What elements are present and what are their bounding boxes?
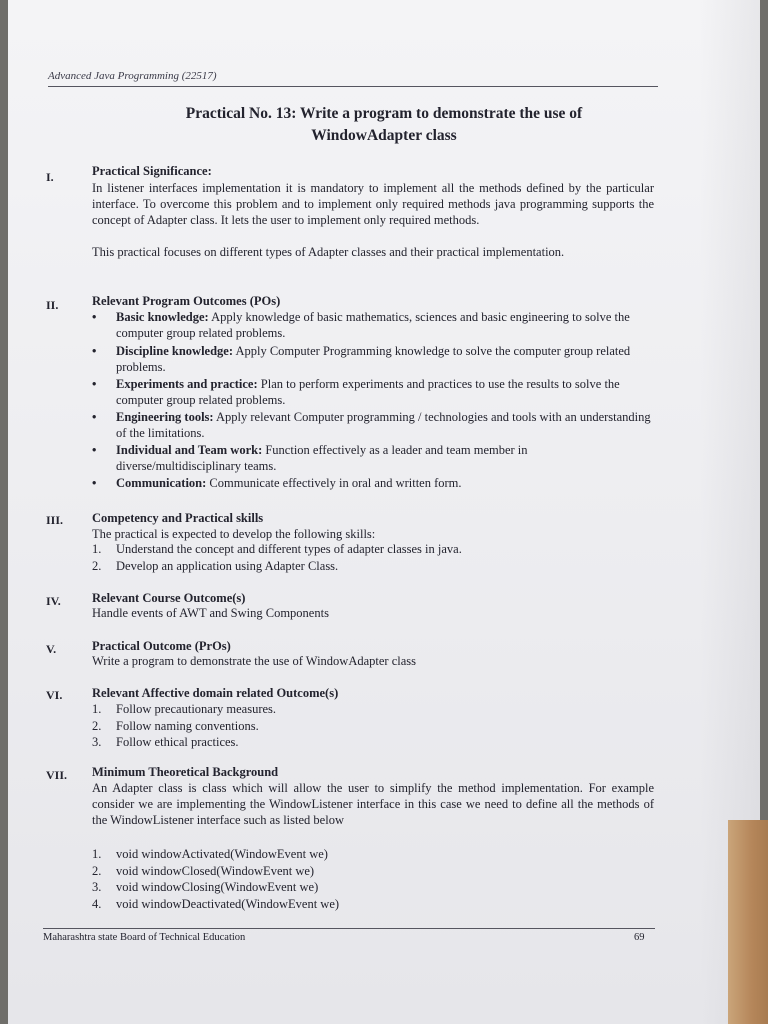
bullet-text: Plan to perform experiments and practices to use the results to solve the computer group related problems.: [116, 377, 620, 407]
section-heading: Relevant Program Outcomes (POs): [92, 294, 281, 308]
outcome-bullet: [92, 310, 652, 341]
bullet-label: Experiments and practice:: [116, 377, 258, 391]
header-rule: [48, 86, 658, 87]
list-item: 2. void windowClosed(WindowEvent we): [92, 863, 315, 878]
list-item: 2. Follow naming conventions.: [92, 718, 259, 733]
outcome-bullet: [92, 410, 652, 441]
section-numeral: VII.: [46, 768, 68, 782]
section-heading: Minimum Theoretical Background: [92, 765, 279, 779]
bullet-dot: •: [92, 377, 97, 391]
section-intro: The practical is expected to develop the following skills:: [92, 527, 376, 541]
practical-title-line1: Practical No. 13: Write a program to demonstrate the use of: [185, 105, 583, 122]
section-heading: Practical Significance:: [92, 164, 212, 178]
footer-rule: [43, 928, 655, 929]
bullet-dot: •: [92, 344, 97, 358]
bullet-label: Discipline knowledge:: [116, 344, 234, 358]
list-item: 3. void windowClosing(WindowEvent we): [92, 880, 319, 894]
section-heading: Relevant Course Outcome(s): [92, 591, 246, 605]
bullet-dot: •: [92, 310, 97, 324]
bullet-label: Basic knowledge:: [116, 310, 209, 324]
list-item: 1. void windowActivated(WindowEvent we): [92, 847, 328, 861]
section-heading: Competency and Practical skills: [92, 511, 264, 525]
bullet-text: Apply relevant Computer programming / technologies and tools with an understanding of the limitations.: [116, 410, 651, 440]
section-heading: Practical Outcome (PrOs): [92, 639, 231, 653]
outcome-bullet: [92, 377, 652, 408]
section-heading: Relevant Affective domain related Outcome(s): [92, 686, 339, 700]
section-paragraph: An Adapter class is class which will allow the user to simplify the method implementation. For example consider we are implementing the WindowListener interface in this case we need to define all the methods of the WindowListener interface such as listed below: [92, 781, 654, 827]
numbered-list: [92, 541, 652, 574]
section-numeral: IV.: [46, 594, 61, 608]
section-numeral: VI.: [46, 688, 63, 702]
section-numeral: III.: [46, 513, 64, 527]
list-item: 1. Understand the concept and different types of adapter classes in java.: [92, 542, 462, 556]
outcome-bullet: [92, 344, 652, 375]
page-number: 69: [634, 932, 645, 943]
bullet-label: Individual and Team work:: [116, 443, 263, 457]
bullet-dot: •: [92, 476, 97, 490]
document-page: [8, 0, 760, 1024]
bullet-text: Apply knowledge of basic mathematics, sciences and basic engineering to solve the computer group related problems.: [116, 310, 630, 340]
list-item: 2. Develop an application using Adapter Class.: [92, 558, 339, 573]
section-text: Handle events of AWT and Swing Components: [92, 606, 329, 620]
list-item: 3. Follow ethical practices.: [92, 735, 239, 749]
practical-title-line2: WindowAdapter class: [311, 127, 457, 144]
section-paragraph: This practical focuses on different types of Adapter classes and their practical implementation.: [92, 245, 565, 259]
section-numeral: I.: [46, 170, 54, 184]
list-item: 4. void windowDeactivated(WindowEvent we): [92, 896, 340, 911]
bullet-dot: •: [92, 443, 97, 457]
bullet-text: Function effectively as a leader and team member in diverse/multidisciplinary teams.: [116, 443, 528, 473]
bullet-label: Engineering tools:: [116, 410, 214, 424]
bullet-text: Communicate effectively in oral and written form.: [206, 476, 462, 490]
desk-edge: [728, 820, 768, 1024]
outcome-bullet: [92, 443, 652, 474]
outcome-bullet: [92, 476, 652, 492]
bullet-text: Apply Computer Programming knowledge to solve the computer group related problems.: [116, 344, 631, 374]
bullet-dot: •: [92, 410, 97, 424]
numbered-list: [92, 846, 652, 912]
section-numeral: II.: [46, 298, 59, 312]
list-item: 1. Follow precautionary measures.: [92, 702, 277, 716]
footer-board: Maharashtra state Board of Technical Education: [43, 932, 246, 943]
running-header: Advanced Java Programming (22517): [48, 70, 217, 82]
section-text: Write a program to demonstrate the use of WindowAdapter class: [92, 654, 417, 668]
bullet-label: Communication:: [116, 476, 207, 490]
section-numeral: V.: [46, 642, 57, 656]
section-paragraph: In listener interfaces implementation it is mandatory to implement all the methods defined by the particular interface. To overcome this problem and to implement only required methods java programming supports the concept of Adapter class. It lets the user to implement only required methods.: [92, 181, 654, 227]
numbered-list: [92, 701, 652, 751]
